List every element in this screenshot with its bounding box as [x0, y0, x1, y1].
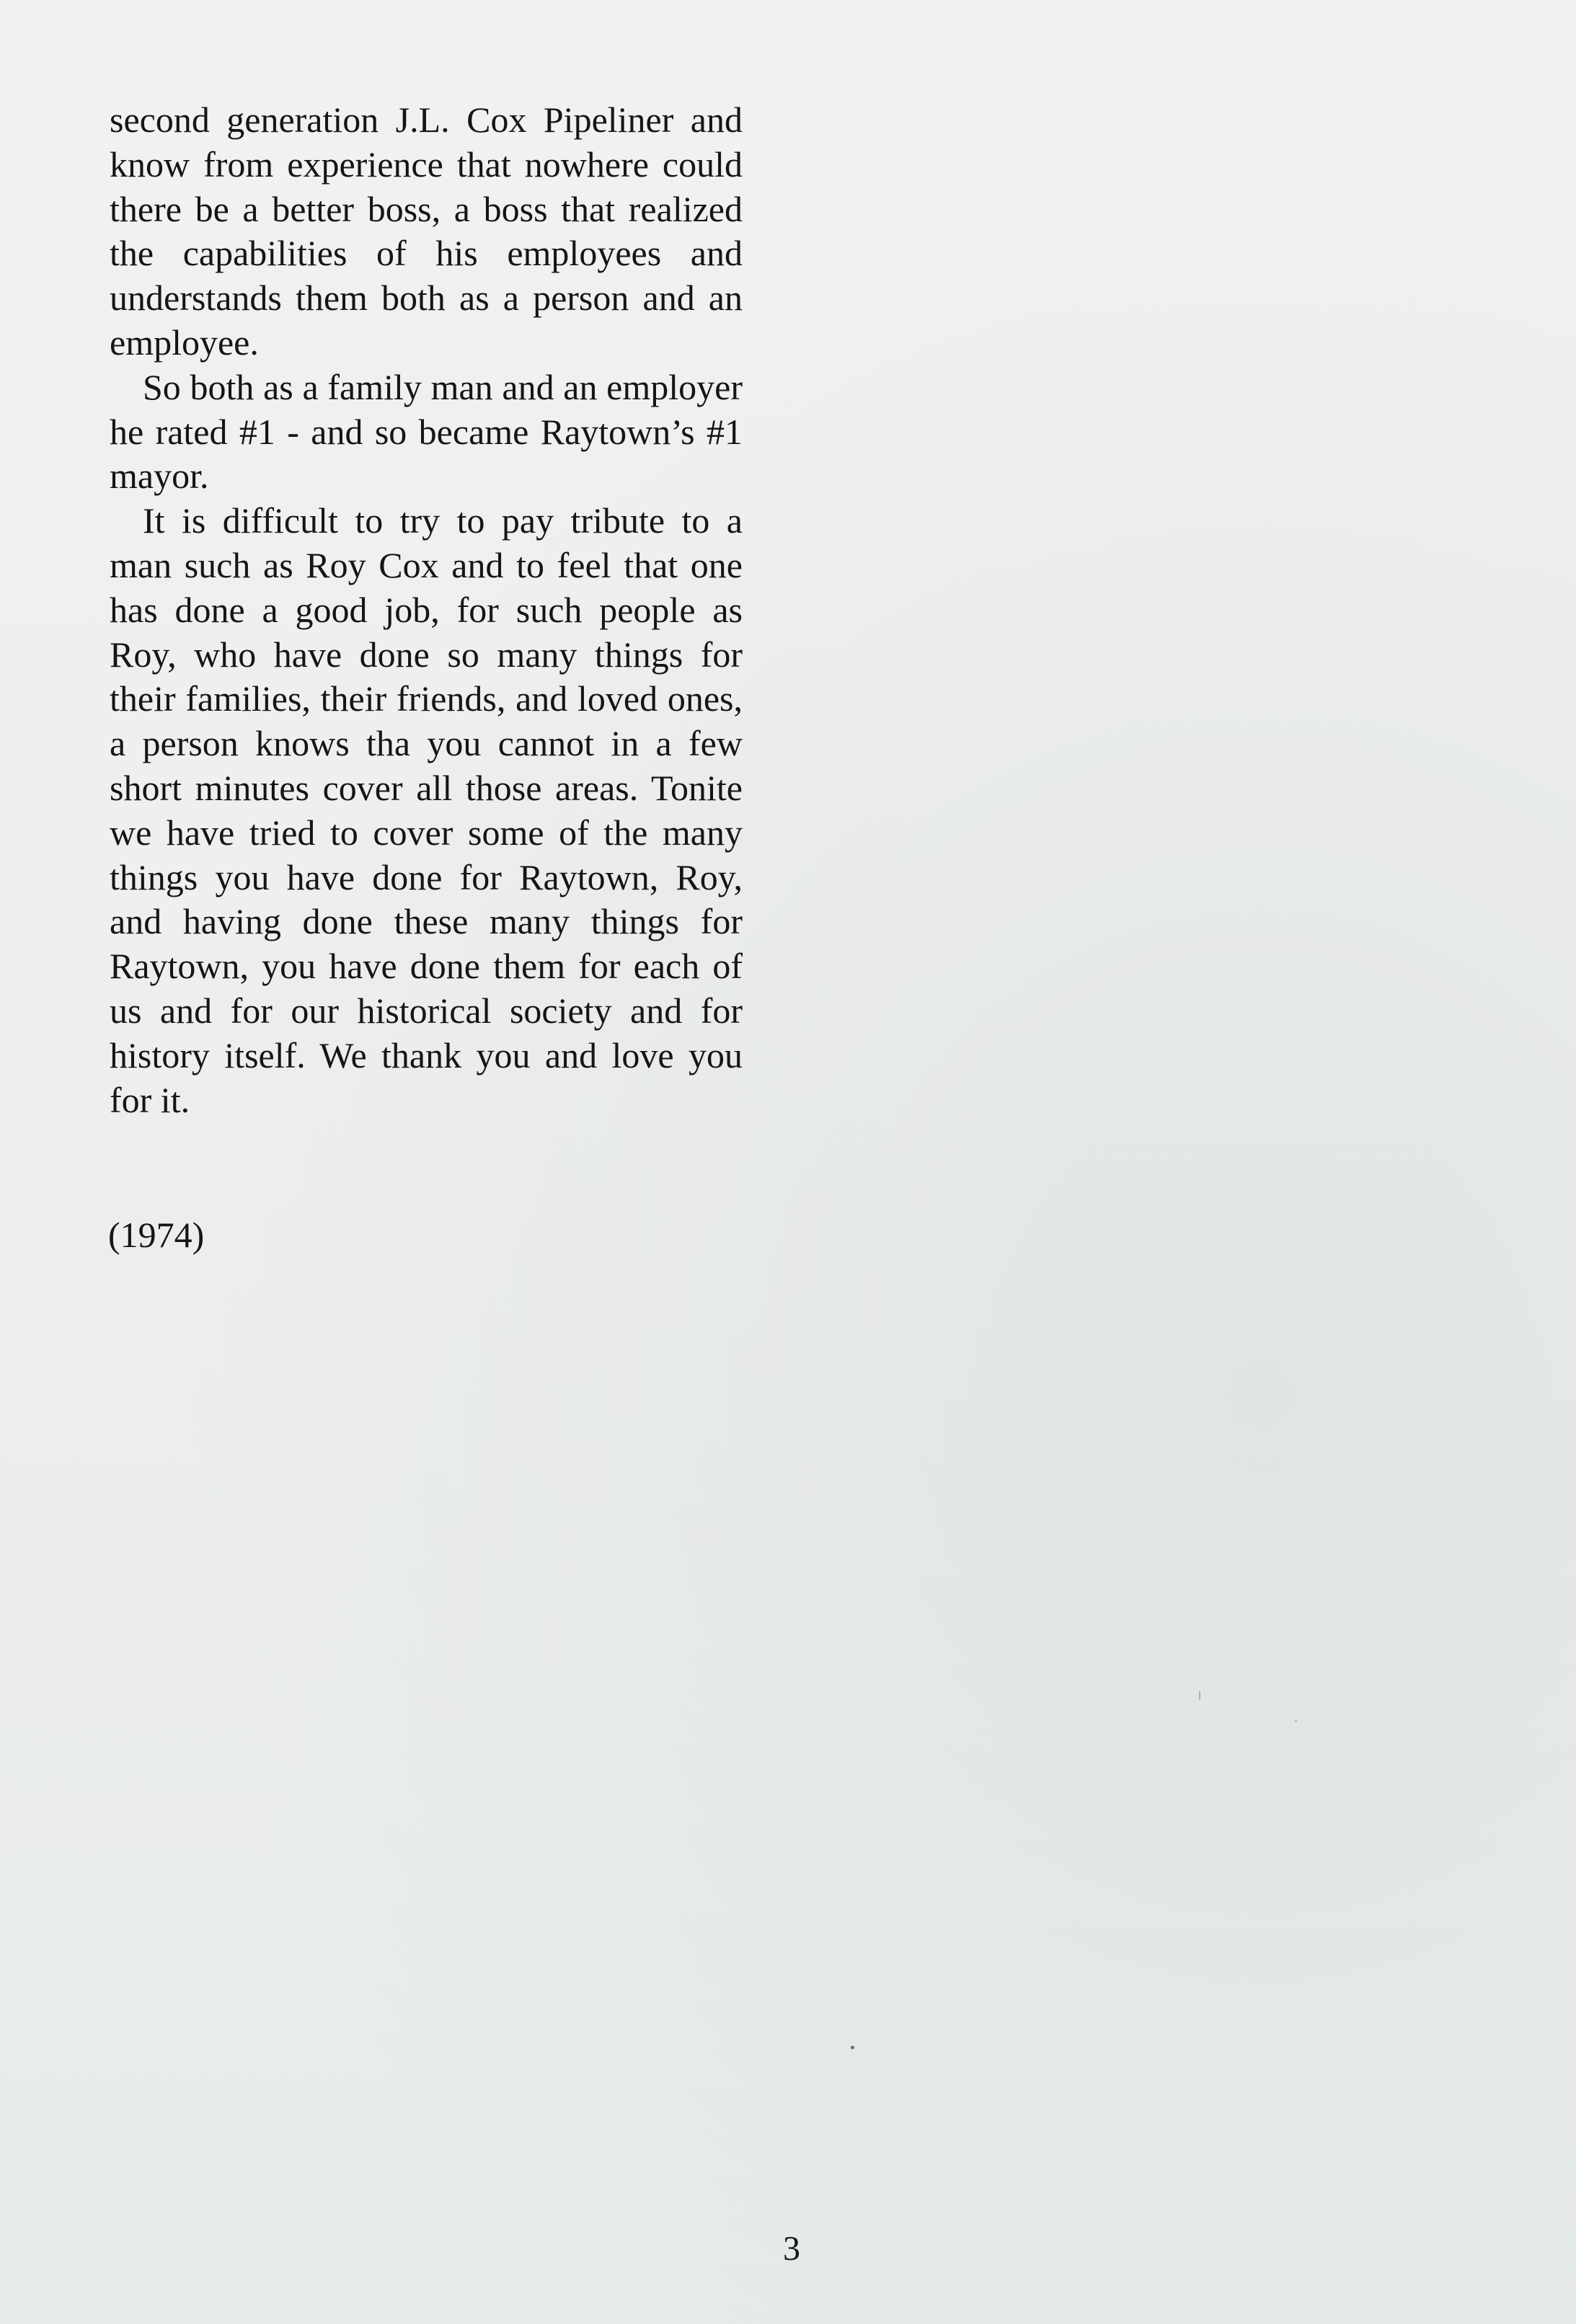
- page-number: 3: [783, 2230, 800, 2268]
- paper-speck: [1295, 1720, 1297, 1722]
- paper-speck: [1199, 1691, 1200, 1700]
- paper-speck: [851, 2046, 854, 2049]
- paragraph-1: second generation J.L. Cox Pipeliner and know from experience that nowhere could there be a better boss, a boss that realized the capabilities of his employees and understands them both as a person and an employee.: [110, 99, 743, 363]
- date-line: (1974): [108, 1215, 205, 1255]
- paragraph-2: So both as a family man and an employer he rated #1 - and so became Raytown’s #1 mayor.: [110, 366, 743, 497]
- text-column: [110, 98, 743, 1122]
- paragraph-3: It is difficult to try to pay tribute to a man such as Roy Cox and to feel that one has done a good job, for such people as Roy, who have done so many things for their families, their friends, and loved ones, a person knows tha you cannot in a few short minutes cover all those areas. Tonite we have tried to cover some of the many things you have done for Raytown, Roy, and having done these many things for Raytown, you have done them for each of us and for our historical society and for history itself. We thank you and love you for it.: [110, 500, 743, 1120]
